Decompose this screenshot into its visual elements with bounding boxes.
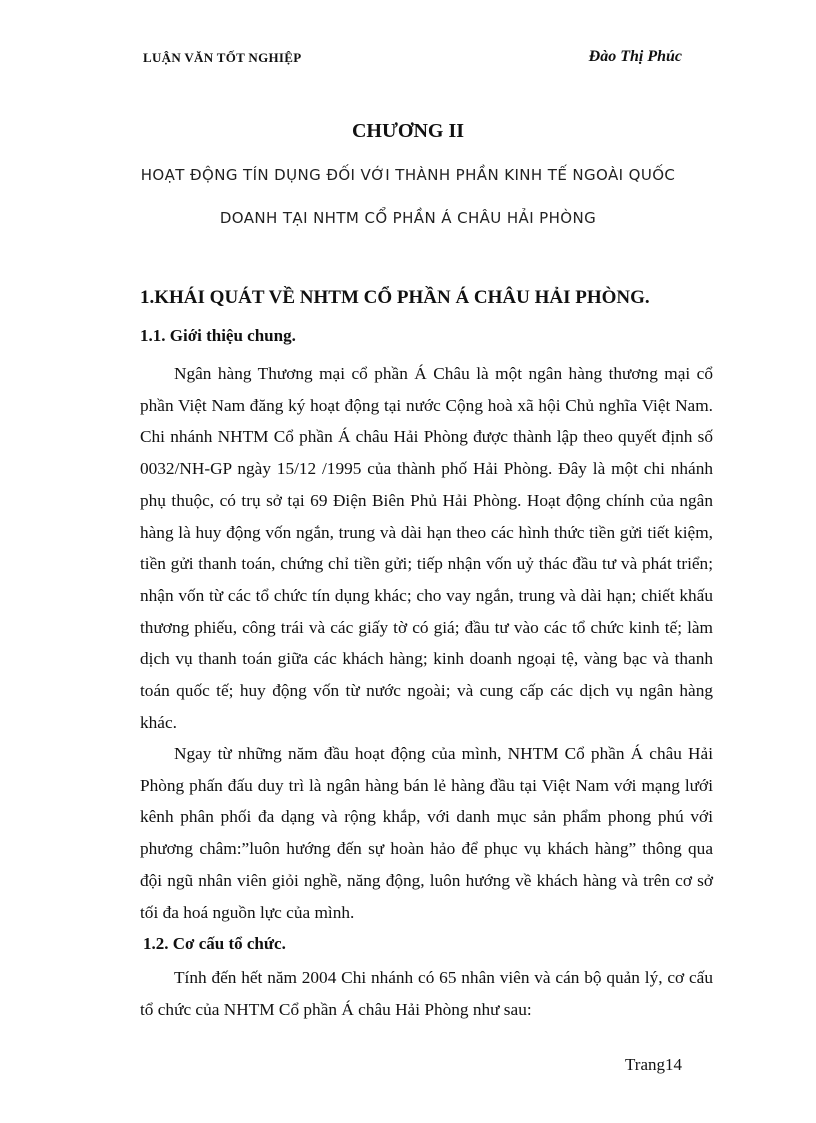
chapter-title: CHƯƠNG II	[351, 120, 465, 142]
header-thesis-label: LUẬN VĂN TỐT NGHIỆP	[143, 50, 302, 65]
section-heading-overview: 1.KHÁI QUÁT VỀ NHTM CỔ PHẦN Á CHÂU HẢI PHÒNG.	[140, 287, 650, 308]
paragraph-organization: Tính đến hết năm 2004 Chi nhánh có 65 nhân viên và cán bộ quản lý, cơ cấu tổ chức của NHTM Cổ phần Á châu Hải Phòng như sau:	[140, 968, 713, 1019]
chapter-subtitle-line-2: DOANH TẠI NHTM CỔ PHẦN Á CHÂU HẢI PHÒNG	[219, 209, 597, 227]
chapter-subtitle-line-1: HOẠT ĐỘNG TÍN DỤNG ĐỐI VỚI THÀNH PHẦN KINH TẾ NGOÀI QUỐC	[140, 166, 676, 184]
page-number: Trang14	[625, 1055, 682, 1074]
header-author-name: Đào Thị Phúc	[588, 48, 682, 65]
subsection-heading-organization: 1.2. Cơ cấu tổ chức.	[143, 934, 286, 953]
paragraph-introduction: Ngân hàng Thương mại cổ phần Á Châu là một ngân hàng thương mại cổ phần Việt Nam đăng ký hoạt động tại nước Cộng hoà xã hội Chủ nghĩa Việt Nam. Chi nhánh NHTM Cổ phần Á châu Hải Phòng được thành lập theo quyết định số 0032/NH-GP ngày 15/12 /1995 của thành phố Hải Phòng. Đây là một chi nhánh phụ thuộc, có trụ sở tại 69 Điện Biên Phủ Hải Phòng. Hoạt động chính của ngân hàng là huy động vốn ngắn, trung và dài hạn theo các hình thức tiền gửi tiết kiệm, tiền gửi thanh toán, chứng chỉ tiền gửi; tiếp nhận vốn uỷ thác đầu tư và phát triển; nhận vốn từ các tổ chức tín dụng khác; cho vay ngắn, trung và dài hạn; chiết khấu thương phiếu, công trái và các giấy tờ có giá; đầu tư vào các tổ chức kinh tế; làm dịch vụ thanh toán giữa các khách hàng; kinh doanh ngoại tệ, vàng bạc và thanh toán quốc tế; huy động vốn từ nước ngoài; và cung cấp các dịch vụ ngân hàng khác.	[140, 364, 713, 732]
paragraph-mission: Ngay từ những năm đầu hoạt động của mình, NHTM Cổ phần Á châu Hải Phòng phấn đấu duy trì là ngân hàng bán lẻ hàng đầu tại Việt Nam với mạng lưới kênh phân phối đa dạng và rộng khắp, với danh mục sản phẩm phong phú với phương châm:”luôn hướng đến sự hoàn hảo để phục vụ khách hàng” thông qua đội ngũ nhân viên giỏi nghề, năng động, luôn hướng về khách hàng và trên cơ sở tối đa hoá nguồn lực của mình.	[140, 744, 713, 922]
subsection-heading-introduction: 1.1. Giới thiệu chung.	[140, 326, 296, 345]
